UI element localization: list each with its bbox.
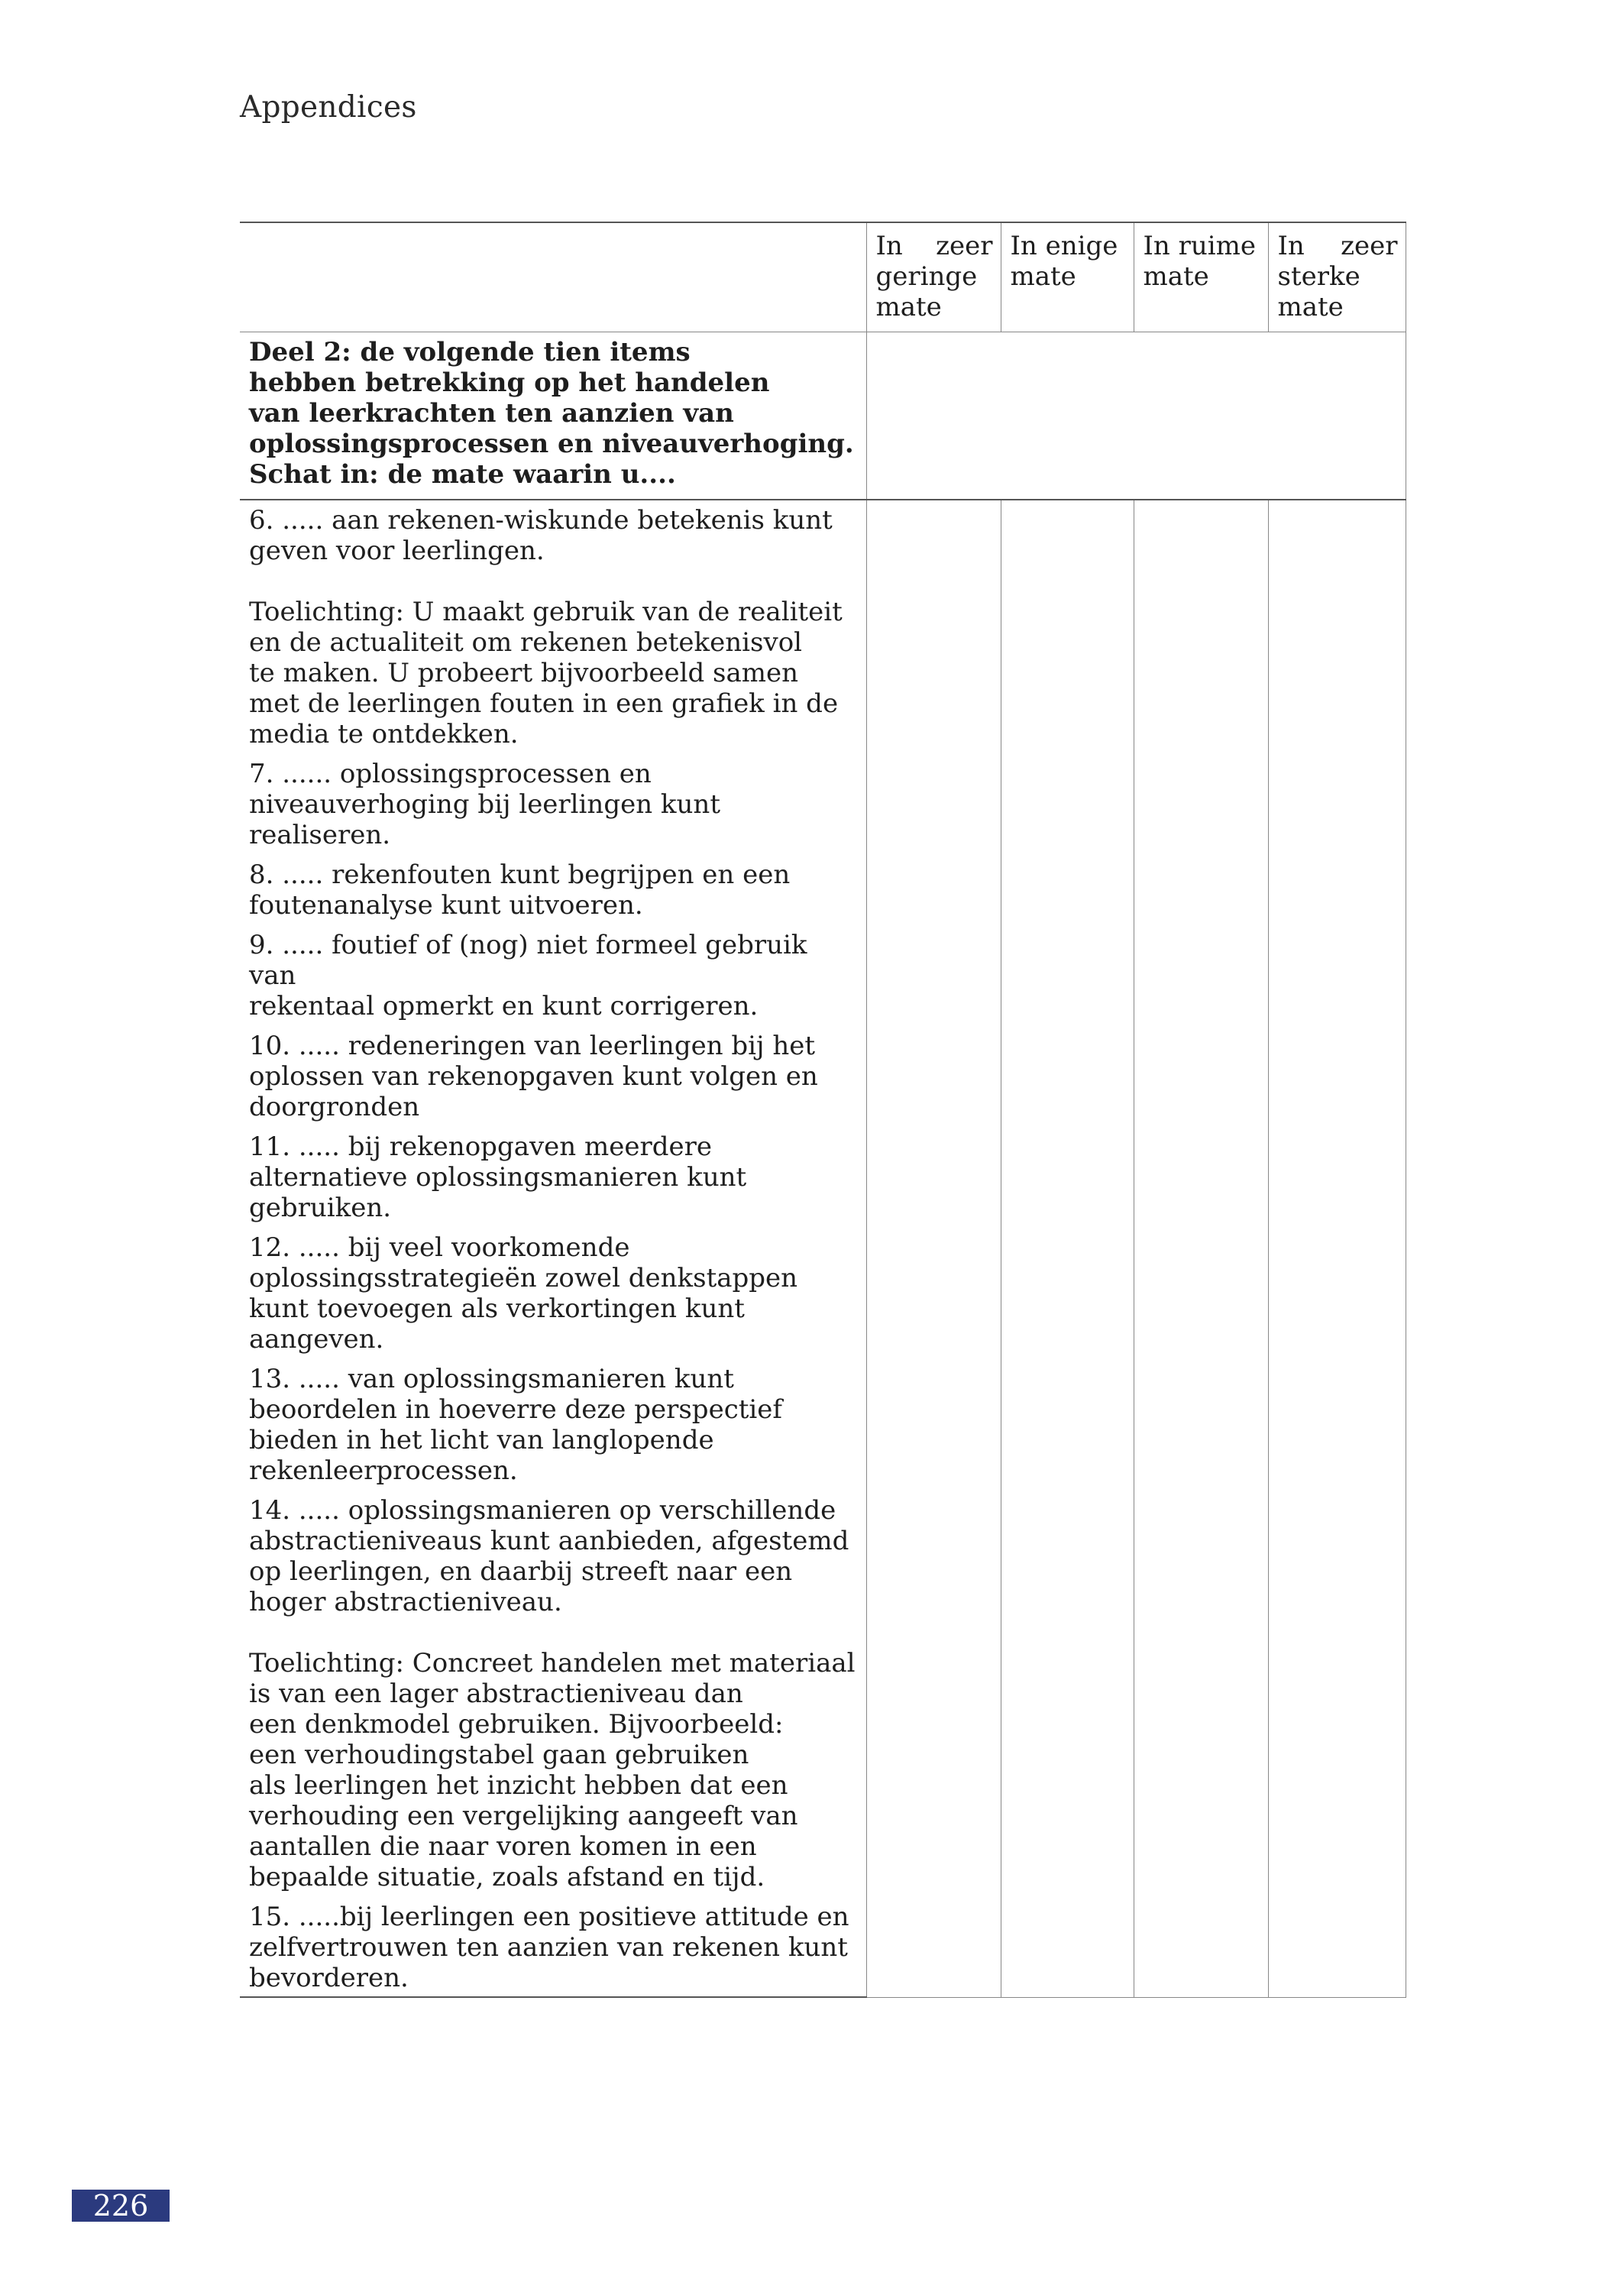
item-14-note: Toelichting: Concreet handelen met materiaal is van een lager abstractieniveau dan een denkmodel gebruiken. Bijvoorbeeld: een verhoudingstabel gaan gebruiken als leerlingen het inzicht hebben dat een verhouding een vergelijking aangeeft van aantallen die naar voren komen in een bepaalde situatie, zoals afstand en tijd. xyxy=(249,1648,856,1892)
item-8: 8. ..... rekenfouten kunt begrijpen en een foutenanalyse kunt uitvoeren. xyxy=(249,860,791,921)
item-13: 13. ..... van oplossingsmanieren kunt beoordelen in hoeverre deze perspectief bieden in het licht van langlopende rekenleerprocessen. xyxy=(249,1364,782,1486)
item-14: 14. ..... oplossingsmanieren op verschillende abstractieniveaus kunt aanbieden, afgestemd op leerlingen, en daarbij streeft naar een hoger abstractieniveau. Toelichting: Concreet handelen met materiaal is van een lager abstractieniveau dan een denkmodel gebruiken. Bijvoorbeeld: een verhoudingstabel gaan gebruiken als leerlingen het inzicht hebben dat een verhouding een vergelijking aangeeft van aantallen die naar voren komen in een bepaalde situatie, zoals afstand en tijd. xyxy=(249,1495,859,1892)
section-heading: Deel 2: de volgende tien items hebben betrekking op het handelen van leerkrachten ten aanzien van oplossingsprocessen en niveauverhoging. Schat in: de mate waarin u.... xyxy=(240,332,866,500)
section-row xyxy=(240,332,1406,500)
item-15: 15. .....bij leerlingen een positieve attitude en zelfvertrouwen ten aanzien van rekenen kunt bevorderen. xyxy=(249,1902,849,1993)
column-header-very-high: In zeer sterke mate xyxy=(1268,222,1406,332)
column-header-some: In enige mate xyxy=(1001,222,1134,332)
item-7: 7. ...... oplossingsprocessen en niveauverhoging bij leerlingen kunt realiseren. xyxy=(249,759,720,850)
item-list xyxy=(240,500,866,1997)
column-header-large: In ruime mate xyxy=(1134,222,1268,332)
answer-column-large[interactable] xyxy=(1134,500,1268,1997)
answer-column-very-low[interactable] xyxy=(866,500,1001,1997)
survey-table xyxy=(240,222,1406,1998)
answer-column-some[interactable] xyxy=(1001,500,1134,1997)
item-6-note: Toelichting: U maakt gebruik van de realiteit en de actualiteit om rekenen betekenisvol te maken. U probeert bijvoorbeeld samen met de leerlingen fouten in een grafiek in de media te ontdekken. xyxy=(249,597,843,749)
item-12: 12. ..... bij veel voorkomende oplossingsstrategieën zowel denkstappen kunt toevoegen als verkortingen kunt aangeven. xyxy=(249,1232,798,1355)
section-empty-cell xyxy=(866,332,1406,500)
running-header: Appendices xyxy=(240,90,417,125)
item-10: 10. ..... redeneringen van leerlingen bij het oplossen van rekenopgaven kunt volgen en doorgronden xyxy=(249,1031,818,1122)
items-row xyxy=(240,500,1406,1997)
item-6: 6. ..... aan rekenen-wiskunde betekenis kunt geven voor leerlingen. Toelichting: U maakt gebruik van de realiteit en de actualiteit om rekenen betekenisvol te maken. U probeert bijvoorbeeld samen met de leerlingen fouten in een grafiek in de media te ontdekken. xyxy=(249,505,859,749)
column-header-very-low: In zeer geringe mate xyxy=(866,222,1001,332)
table-header-row xyxy=(240,222,1406,332)
header-empty-cell xyxy=(240,222,866,332)
page-number: 226 xyxy=(72,2190,170,2222)
item-9: 9. ..... foutief of (nog) niet formeel gebruik van rekentaal opmerkt en kunt corrigeren. xyxy=(249,930,807,1021)
answer-column-very-high[interactable] xyxy=(1268,500,1406,1997)
item-11: 11. ..... bij rekenopgaven meerdere alternatieve oplossingsmanieren kunt gebruiken. xyxy=(249,1131,747,1223)
